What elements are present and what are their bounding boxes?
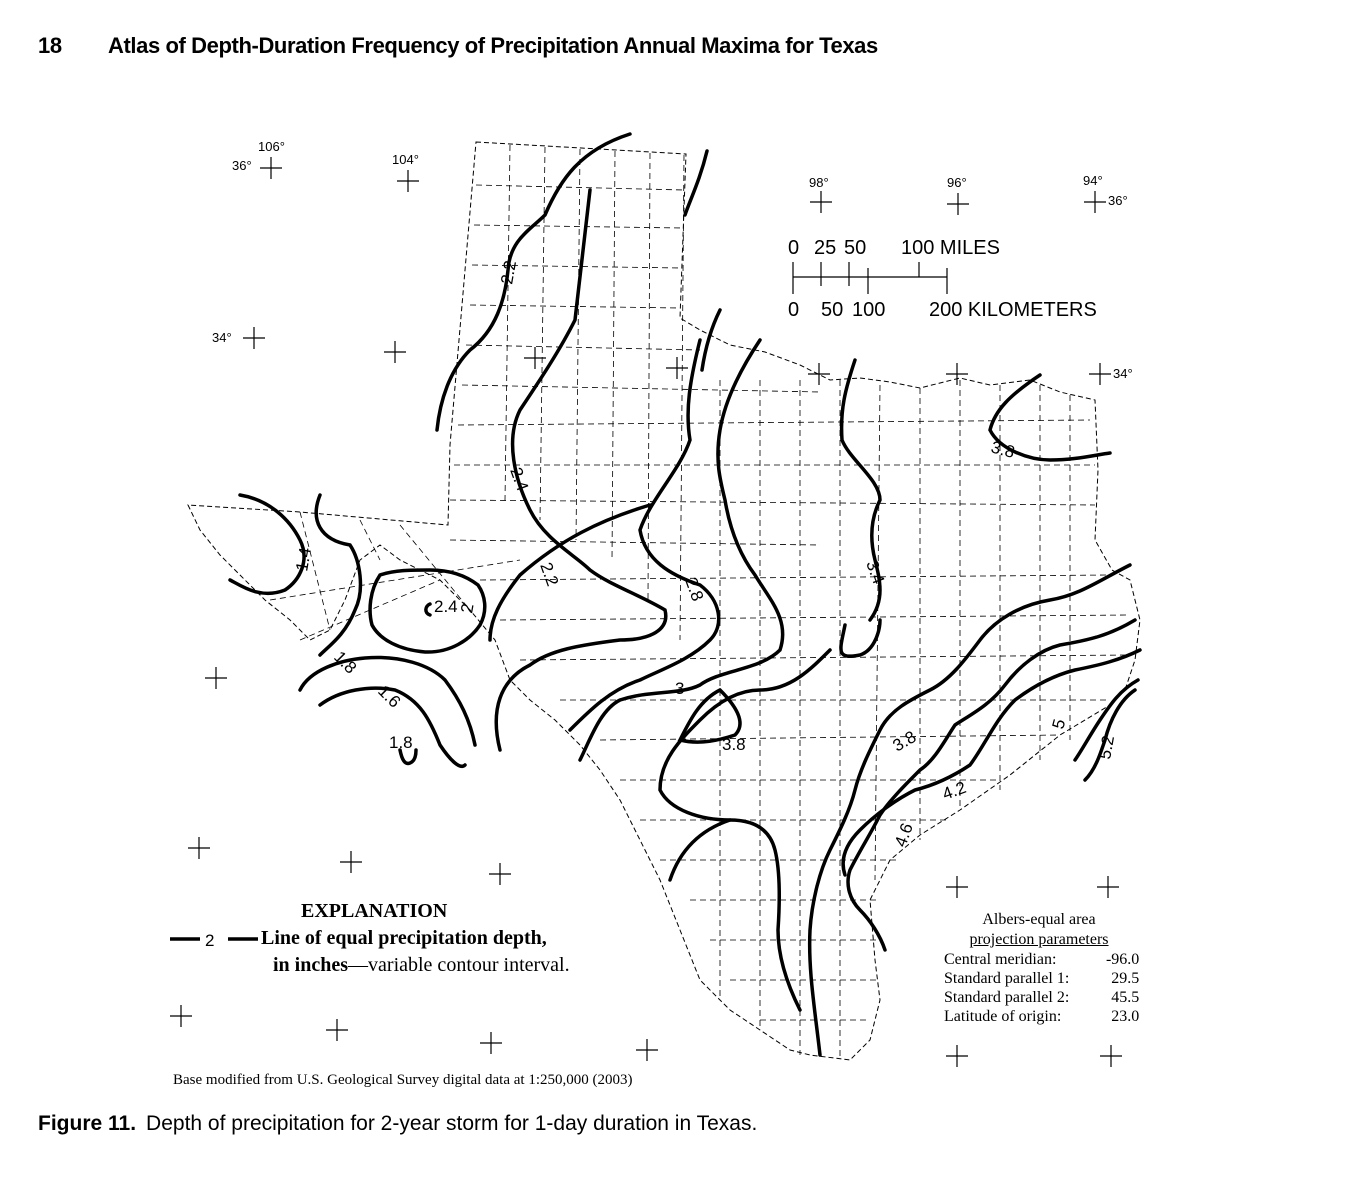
scale-bar: [788, 237, 1097, 321]
scale-km-100: 100: [852, 299, 886, 321]
projection-row: [944, 1007, 1139, 1026]
scale-miles-0: 0: [788, 237, 800, 259]
param-label: Standard parallel 1:: [944, 970, 1070, 987]
projection-row: [944, 969, 1139, 988]
lon-98-label: 98°: [809, 175, 829, 190]
explanation-title: EXPLANATION: [301, 900, 448, 922]
contour-label: 3: [675, 679, 685, 698]
contour-label: 2.4: [434, 597, 458, 616]
figure-caption-text: Depth of precipitation for 2-year storm for 1-day duration in Texas.: [146, 1112, 758, 1135]
projection-title: Albers-equal area: [982, 911, 1096, 928]
page-number: 18: [38, 33, 62, 58]
graticule-labels: [212, 139, 1133, 381]
contour-label: 2.2: [497, 259, 521, 286]
contour-label: 5: [1048, 716, 1070, 732]
contour-label: 1.4: [292, 546, 316, 573]
contour-label: 1.6: [374, 681, 405, 712]
param-value: 45.5: [1111, 989, 1140, 1006]
page-title: Atlas of Depth-Duration Frequency of Precipitation Annual Maxima for Texas: [108, 33, 878, 58]
figure-caption: [38, 1112, 757, 1136]
scale-miles-25: 25: [814, 237, 837, 259]
contour-label: 5.2: [1095, 734, 1119, 761]
contour-label: 2.2: [536, 559, 563, 589]
explanation-line2-bold: in inches: [273, 954, 349, 976]
scale-km-50: 50: [821, 299, 844, 321]
projection-table: [944, 950, 1139, 1026]
lon-104-label: 104°: [392, 152, 419, 167]
scale-miles-50: 50: [844, 237, 867, 259]
lon-96-label: 96°: [947, 175, 967, 190]
scale-km-0: 0: [788, 299, 800, 321]
lat-34-left-label: 34°: [212, 330, 232, 345]
explanation-line2-rest: —variable contour interval.: [348, 954, 570, 976]
projection-parameters: [944, 910, 1144, 1026]
param-label: Latitude of origin:: [944, 1008, 1062, 1025]
scale-miles-100: 100 MILES: [901, 237, 1000, 259]
projection-row: [944, 988, 1139, 1007]
param-value: 23.0: [1111, 1008, 1140, 1025]
scale-km-200: 200 KILOMETERS: [929, 299, 1097, 321]
param-value: 29.5: [1111, 970, 1140, 987]
contour-label: 3.8: [988, 437, 1017, 462]
legend-sample-value: 2: [205, 931, 215, 950]
explanation-line1: Line of equal precipitation depth,: [261, 927, 547, 949]
base-data-note: Base modified from U.S. Geological Survey digital data at 1:250,000 (2003): [173, 1072, 633, 1088]
contour-label: 3.8: [889, 727, 920, 756]
explanation-line2: [273, 954, 570, 977]
lat-36-right-label: 36°: [1108, 193, 1128, 208]
projection-subtitle: projection parameters: [969, 931, 1109, 948]
contour-label: 1.8: [330, 647, 361, 678]
contour-label: 3.4: [862, 557, 889, 587]
param-label: Standard parallel 2:: [944, 989, 1070, 1006]
figure-label: Figure 11.: [38, 1112, 137, 1135]
contour-label: 4.6: [890, 820, 917, 850]
contour-label: 2.8: [681, 574, 708, 604]
lon-94-label: 94°: [1083, 173, 1103, 188]
isohyet-legend-sample: [170, 927, 258, 951]
contour-label: 2: [457, 602, 478, 615]
param-label: Central meridian:: [944, 951, 1057, 968]
param-value: -96.0: [1105, 951, 1140, 968]
lat-34-right-label: 34°: [1113, 366, 1133, 381]
contour-label: 3.8: [722, 735, 746, 754]
lat-36-left-label: 36°: [232, 158, 252, 173]
projection-row: [944, 950, 1139, 969]
contour-label: 2.4: [506, 464, 533, 494]
contour-label: 4.2: [939, 777, 969, 804]
lon-106-label: 106°: [258, 139, 285, 154]
contour-label: 1.8: [389, 733, 413, 752]
